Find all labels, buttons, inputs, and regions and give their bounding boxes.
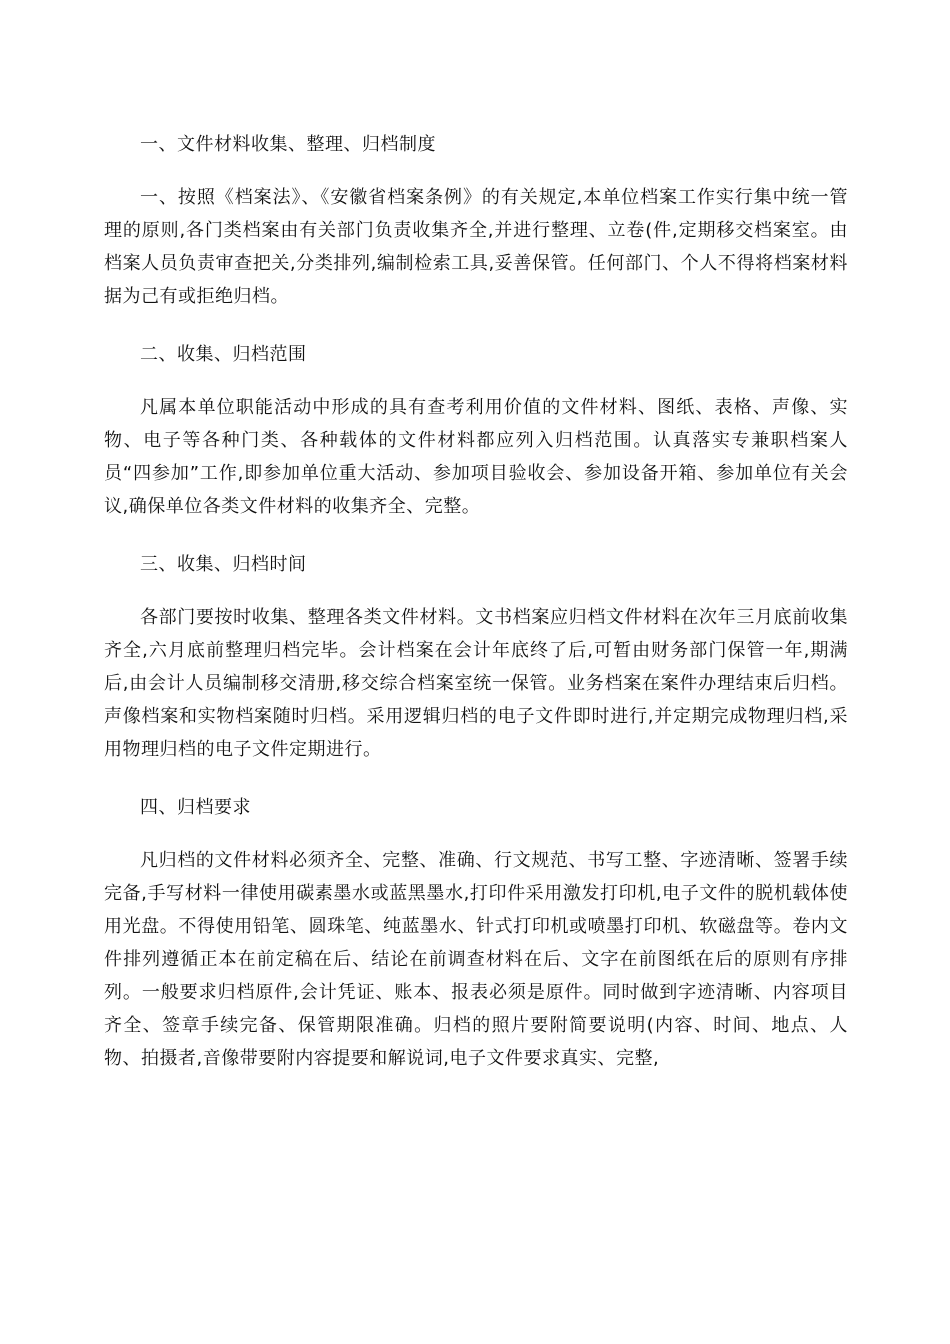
section-paragraph-3: 各部门要按时收集、整理各类文件材料。文书档案应归档文件材料在次年三月底前收集齐全,六月底前整理归档完毕。会计档案在会计年底终了后,可暂由财务部门保管一年,期满后,由会计人员编制移交清册,移交综合档案室统一保管。业务档案在案件办理结束后归档。声像档案和实物档案随时归档。采用逻辑归档的电子文件即时进行,并定期完成物理归档,采用物理归档的电子文件定期进行。	[104, 607, 848, 760]
document-body	[104, 128, 848, 1075]
section-paragraph-2: 凡属本单位职能活动中形成的具有查考利用价值的文件材料、图纸、表格、声像、实物、电子等各种门类、各种载体的文件材料都应列入归档范围。认真落实专兼职档案人员“四参加”工作,即参加单位重大活动、参加项目验收会、参加设备开箱、参加单位有关会议,确保单位各类文件材料的收集齐全、完整。	[104, 397, 848, 517]
section-heading-4: 四、归档要求	[140, 797, 251, 818]
section-heading-1: 一、文件材料收集、整理、归档制度	[140, 134, 436, 155]
section-heading-3: 三、收集、归档时间	[140, 554, 307, 575]
section-heading-2: 二、收集、归档范围	[140, 344, 307, 365]
section-paragraph-4: 凡归档的文件材料必须齐全、完整、准确、行文规范、书写工整、字迹清晰、签署手续完备,手写材料一律使用碳素墨水或蓝黑墨水,打印件采用激发打印机,电子文件的脱机载体使用光盘。不得使用铅笔、圆珠笔、纯蓝墨水、针式打印机或喷墨打印机、软磁盘等。卷内文件排列遵循正本在前定稿在后、结论在前调查材料在后、文字在前图纸在后的原则有序排列。一般要求归档原件,会计凭证、账本、报表必须是原件。同时做到字迹清晰、内容项目齐全、签章手续完备、保管期限准确。归档的照片要附简要说明(内容、时间、地点、人物、拍摄者,音像带要附内容提要和解说词,电子文件要求真实、完整,	[104, 850, 848, 1069]
section-paragraph-1: 一、按照《档案法》、《安徽省档案条例》的有关规定,本单位档案工作实行集中统一管理的原则,各门类档案由有关部门负责收集齐全,并进行整理、立卷(件,定期移交档案室。由档案人员负责审查把关,分类排列,编制检索工具,妥善保管。任何部门、个人不得将档案材料据为己有或拒绝归档。	[104, 187, 848, 307]
